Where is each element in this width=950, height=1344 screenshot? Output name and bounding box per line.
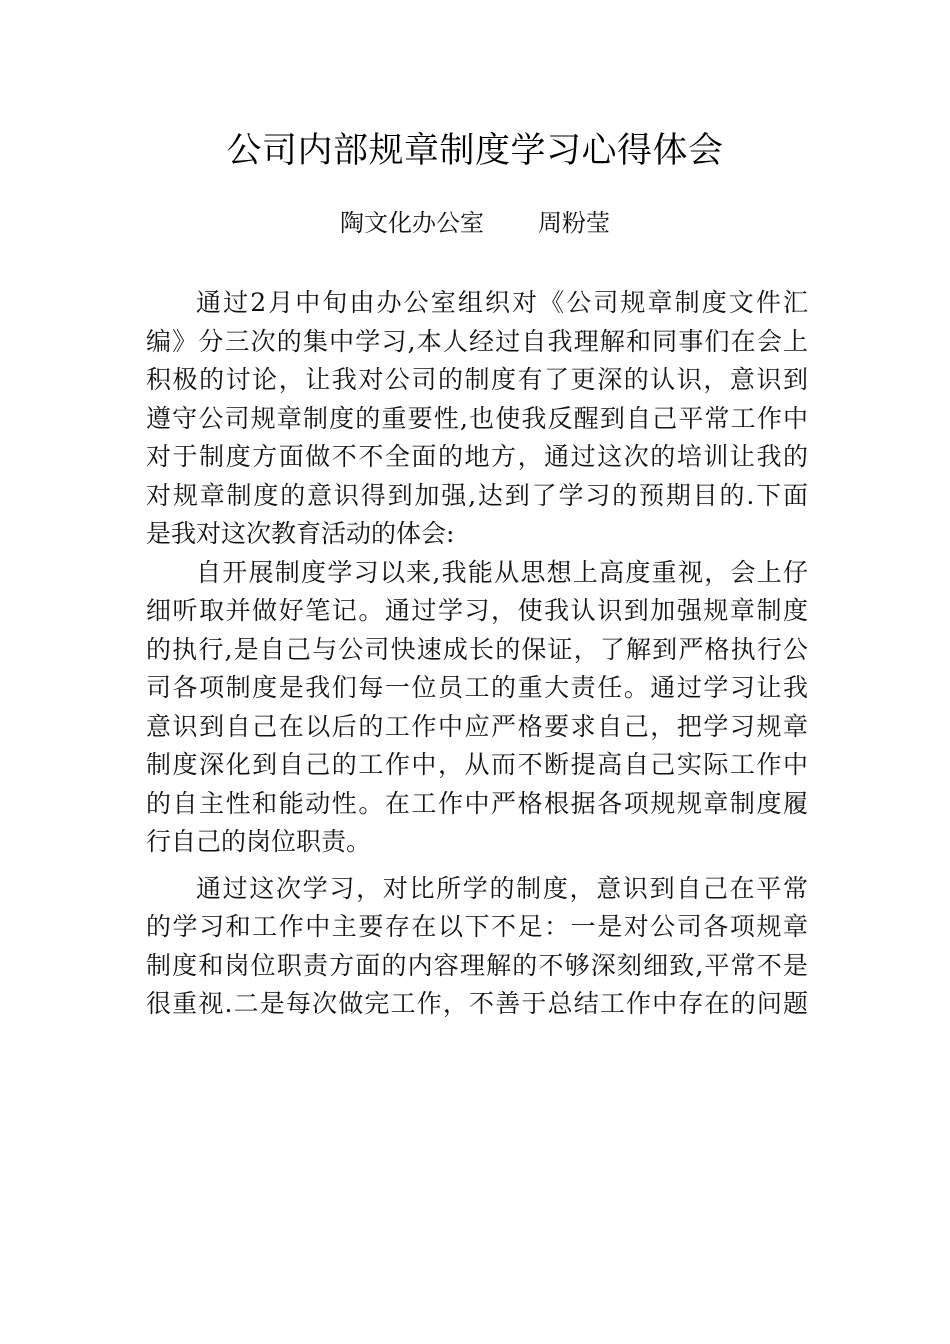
text-line: 制度深化到自己的工作中，从而不断提高自己实际工作中 [146,750,808,779]
text-line: 自开展制度学习以来,我能从思想上高度重视，会上仔 [196,557,808,587]
text-line: 制度和岗位职责方面的内容理解的不够深刻细致,平常不是 [146,950,808,980]
document-title: 公司内部规章制度学习心得体会 [226,131,724,171]
text-line: 的学习和工作中主要存在以下不足：一是对公司各项规章 [146,912,808,941]
text-line: 对于制度方面做不不全面的地方，通过这次的培训让我的 [146,442,808,471]
text-line: 通过2月中旬由办公室组织对《公司规章制度文件汇 [196,288,808,317]
document-body [146,284,808,1024]
paragraph-2 [146,554,808,862]
byline [0,203,950,243]
author-name: 周粉莹 [538,209,610,237]
text-line: 通过这次学习，对比所学的制度，意识到自己在平常 [196,873,808,903]
author-org: 陶文化办公室 [340,209,484,237]
text-line: 司各项制度是我们每一位员工的重大责任。通过学习让我 [146,673,808,702]
paragraph-1 [146,284,808,554]
text-line: 遵守公司规章制度的重要性,也使我反醒到自己平常工作中 [146,403,808,433]
text-line: 积极的讨论，让我对公司的制度有了更深的认识，意识到 [146,365,808,394]
text-line: 的执行,是自己与公司快速成长的保证，了解到严格执行公 [146,634,808,664]
text-line: 编》分三次的集中学习,本人经过自我理解和同事们在会上 [146,326,808,356]
text-line: 意识到自己在以后的工作中应严格要求自己，把学习规章 [146,711,808,741]
text-line: 对规章制度的意识得到加强,达到了学习的预期目的.下面 [146,480,808,510]
text-line: 的自主性和能动性。在工作中严格根据各项规规章制度履 [146,788,808,818]
text-line: 是我对这次教育活动的体会: [146,519,455,548]
text-line: 行自己的岗位职责。 [146,827,372,856]
text-line: 很重视.二是每次做完工作，不善于总结工作中存在的问题 [146,989,808,1018]
text-line: 细听取并做好笔记。通过学习，使我认识到加强规章制度 [146,596,808,625]
paragraph-3 [146,870,808,1024]
